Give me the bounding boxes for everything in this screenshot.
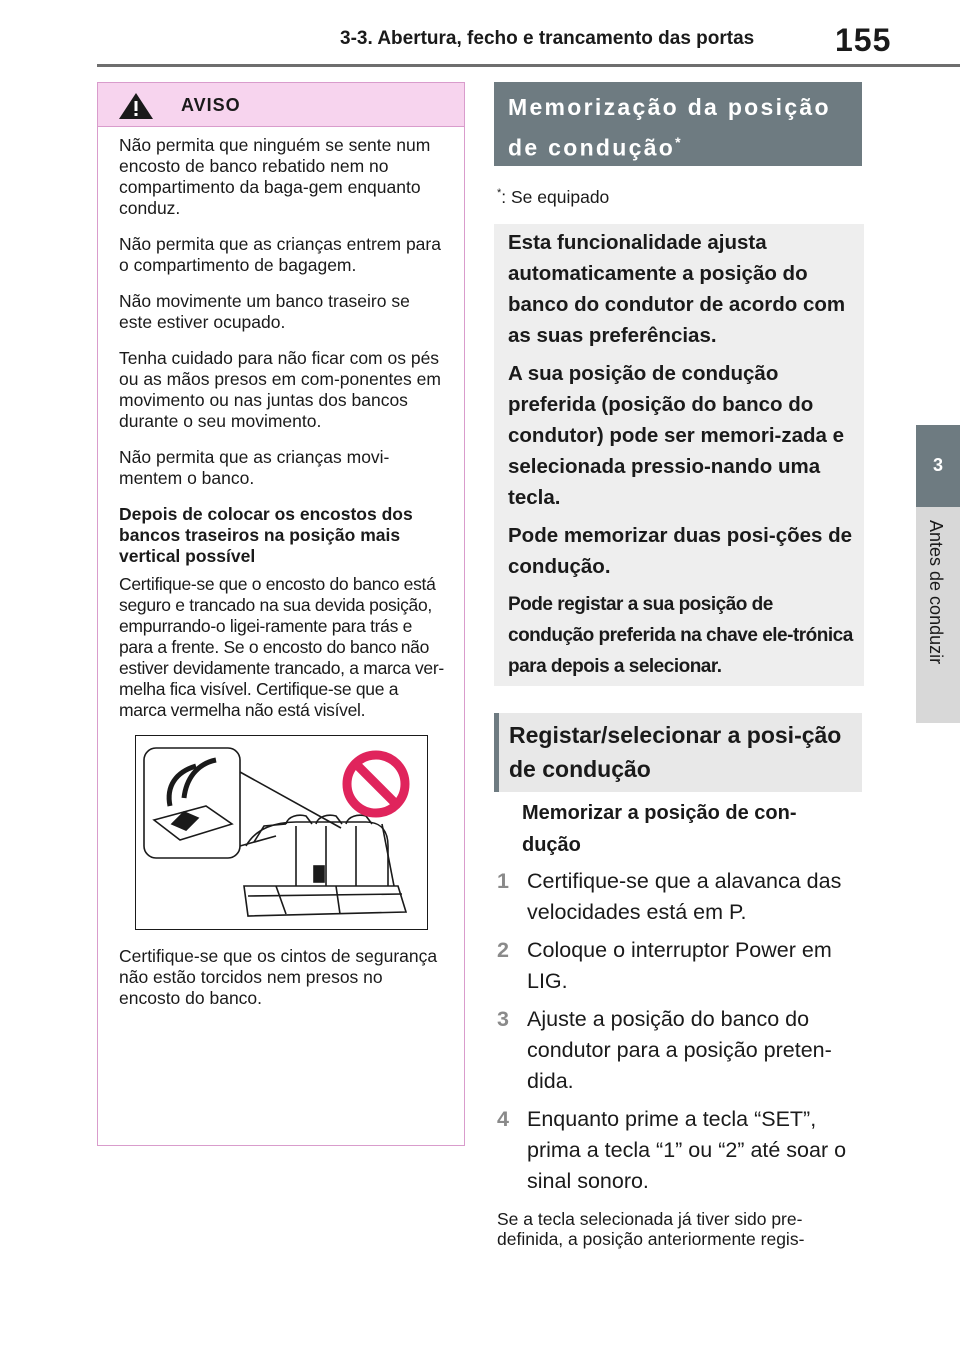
warning-box [97, 82, 465, 1146]
procedure-step [497, 1104, 867, 1197]
step-text: Ajuste a posição do banco do condutor para a posição preten-dida. [527, 1007, 832, 1093]
prohibition-icon [340, 748, 412, 820]
warning-triangle-icon [118, 92, 154, 120]
step-text: Enquanto prime a tecla “SET”, prima a tecla “1” ou “2” até soar o sinal sonoro. [527, 1107, 847, 1193]
warning-title: AVISO [181, 95, 241, 115]
footnote-text: : Se equipado [501, 187, 610, 207]
warning-paragraph: Não permita que as crianças entrem para o compartimento de bagagem. [119, 234, 441, 275]
subsection-title [494, 713, 862, 792]
header-rule [97, 64, 960, 67]
warning-detail: Certifique-se que o encosto do banco está seguro e trancado na sua devida posição, empurrando-o ligei-ramente para trás e para a frente. Se o encosto do banco não estiver devidamente trancado, a marca ver-melha fica visível. Certifique-se que a marca vermelha não está visível. [119, 574, 444, 720]
summary-paragraph: A sua posição de condução preferida (posição do banco do condutor) pode ser memori-zada e selecionada pressio-nando uma tecla. [508, 362, 845, 509]
warning-body [98, 127, 464, 1009]
step-text: Certifique-se que a alavanca das velocidades está em P. [527, 869, 842, 924]
step-number: 3 [497, 1007, 509, 1031]
chapter-tab [916, 425, 960, 507]
procedure-steps [497, 866, 867, 1204]
rear-seat-illustration [135, 735, 428, 930]
chapter-tab-label: Antes de conduzir [926, 520, 946, 665]
step-number: 1 [497, 869, 509, 893]
summary-paragraph: Pode memorizar duas posi-ções de condução. [508, 524, 853, 578]
warning-subheading: Depois de colocar os encostos dos bancos traseiros na posição mais vertical possível [119, 504, 413, 566]
step-number: 4 [497, 1107, 509, 1131]
summary-paragraph: Esta funcionalidade ajusta automaticamente a posição do banco do condutor de acordo com as suas preferências. [508, 231, 846, 347]
procedure-step [497, 935, 867, 997]
procedure-step [497, 866, 867, 928]
procedure-heading: Memorizar a posição de con-dução [522, 802, 797, 856]
warning-paragraph: Não movimente um banco traseiro se este estiver ocupado. [119, 291, 410, 332]
page-number: 155 [835, 22, 892, 58]
procedure-note: Se a tecla selecionada já tiver sido pre-definida, a posição anteriormente regis- [497, 1209, 805, 1249]
warning-paragraph: Não permita que ninguém se sente num encosto de banco rebatido nem no compartimento da baga-gem enquanto conduz. [119, 135, 431, 218]
summary-paragraph: Pode registar a sua posição de condução preferida na chave ele-trónica para depois a selecionar. [508, 594, 853, 677]
footnote [497, 187, 609, 208]
section-title [494, 82, 862, 166]
section-title-text: Memorização da posição de condução [508, 94, 831, 161]
step-text: Coloque o interruptor Power em LIG. [527, 938, 832, 993]
chapter-tab-number: 3 [932, 455, 943, 475]
warning-paragraph: Certifique-se que os cintos de segurança não estão torcidos nem presos no encosto do banco. [119, 946, 438, 1008]
warning-header [98, 83, 464, 127]
warning-paragraph: Não permita que as crianças movi-mentem o banco. [119, 447, 390, 488]
chapter-header: 3-3. Abertura, fecho e trancamento das portas [340, 28, 755, 49]
section-title-marker: * [675, 134, 683, 150]
subsection-title-text: Registar/selecionar a posi-ção de condução [509, 722, 842, 782]
feature-summary-box [494, 224, 864, 686]
procedure-step [497, 1004, 867, 1097]
footnote-marker: * [497, 187, 502, 200]
warning-paragraph: Tenha cuidado para não ficar com os pés ou as mãos presos em com-ponentes em movimento ou nas juntas dos bancos durante o seu movimento. [119, 348, 441, 431]
step-number: 2 [497, 938, 509, 962]
